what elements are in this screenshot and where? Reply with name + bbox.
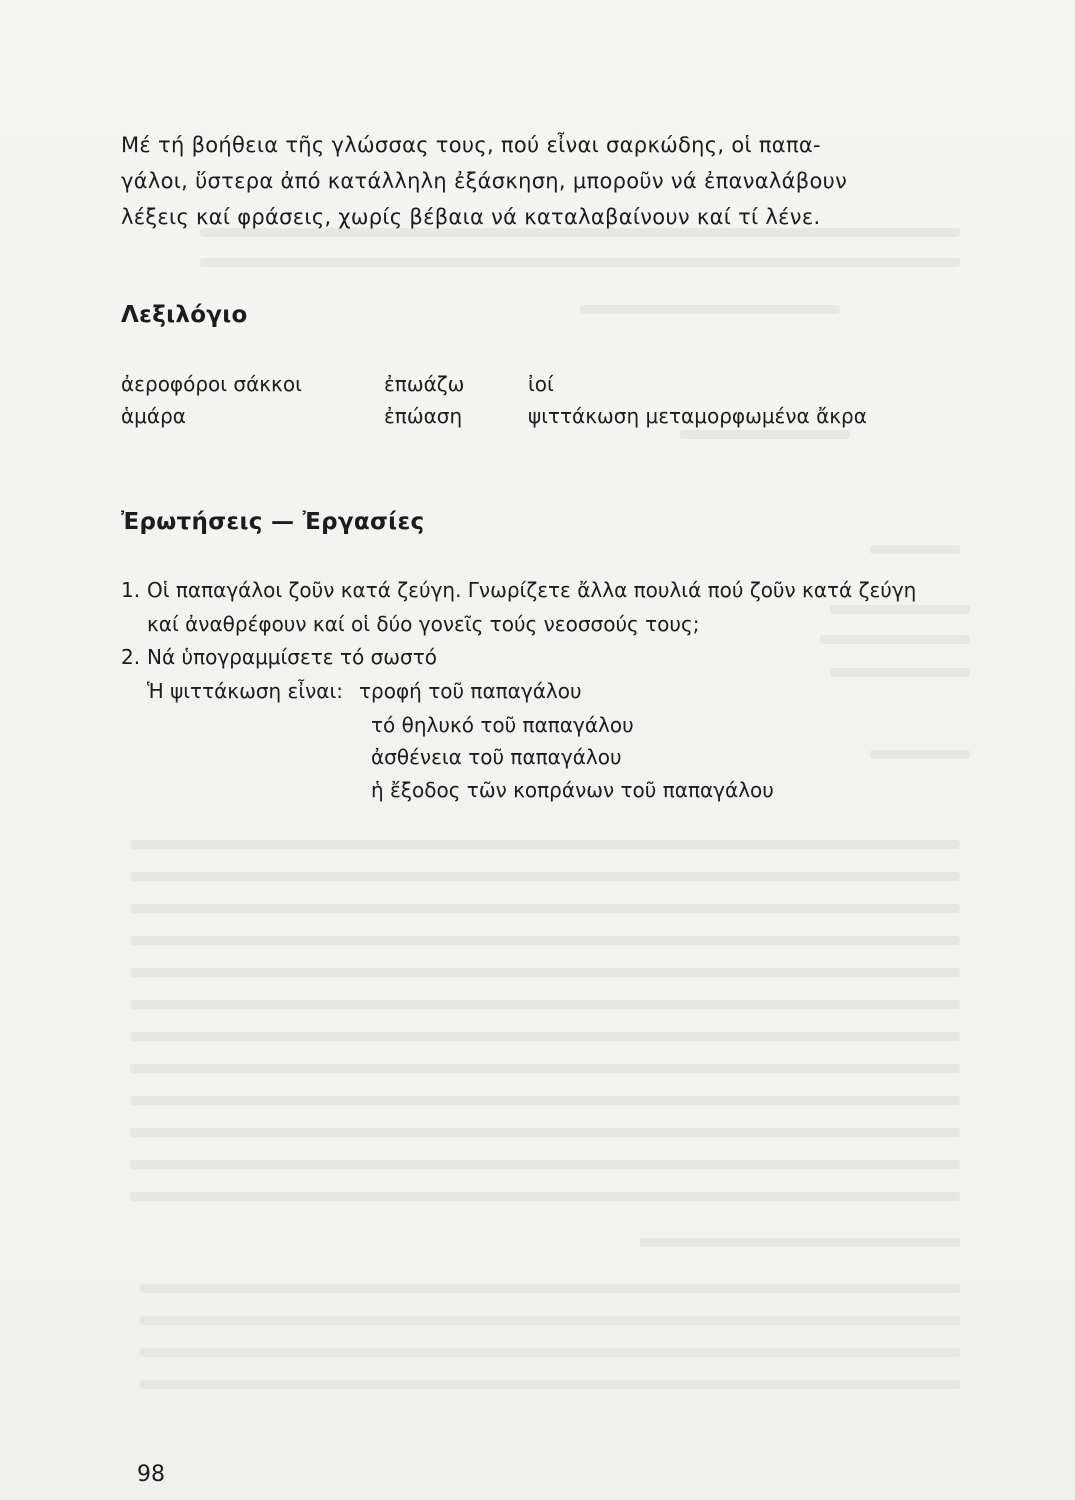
intro-line: Μέ τή βοήθεια τῆς γλώσσας τους, πού εἶναι σαρκώδης, οἱ παπα- <box>121 133 821 157</box>
vocab-term: ἀεροφόροι σάκκοι <box>121 372 302 396</box>
vocabulary-heading: Λεξιλόγιο <box>121 302 248 328</box>
vocab-term: ἐπώαση <box>384 404 463 428</box>
question-text: Νά ὑπογραμμίσετε τό σωστό <box>147 645 437 669</box>
intro-line: γάλοι, ὕστερα ἀπό κατάλληλη ἐξάσκηση, μποροῦν νά ἐπαναλάβουν <box>121 169 848 193</box>
answer-option: ἡ ἔξοδος τῶν κοπράνων τοῦ παπαγάλου <box>371 778 774 802</box>
vocab-term: ψιττάκωση μεταμορφωμένα ἄκρα <box>528 404 867 428</box>
question-text: Οἱ παπαγάλοι ζοῦν κατά ζεύγη. Γνωρίζετε ἄλλα πουλιά πού ζοῦν κατά ζεύγη <box>147 578 917 602</box>
answer-option: τροφή τοῦ παπαγάλου <box>359 679 582 703</box>
vocab-term: ἐπωάζω <box>384 372 465 396</box>
question-prompt: Ἡ ψιττάκωση εἶναι: <box>147 679 343 703</box>
question-number: 1. <box>121 578 141 602</box>
vocab-term: ἰοί <box>528 372 554 396</box>
page-number: 98 <box>137 1462 165 1487</box>
question-number: 2. <box>121 645 141 669</box>
vocab-term: ἁμάρα <box>121 404 186 428</box>
intro-line: λέξεις καί φράσεις, χωρίς βέβαια νά καταλαβαίνουν καί τί λένε. <box>121 205 821 229</box>
questions-heading: Ἐρωτήσεις — Ἐργασίες <box>121 509 425 535</box>
question-text: καί ἀναθρέφουν καί οἱ δύο γονεῖς τούς νεοσσούς τους; <box>147 612 700 636</box>
answer-option: ἀσθένεια τοῦ παπαγάλου <box>371 745 622 769</box>
answer-option: τό θηλυκό τοῦ παπαγάλου <box>371 713 634 737</box>
